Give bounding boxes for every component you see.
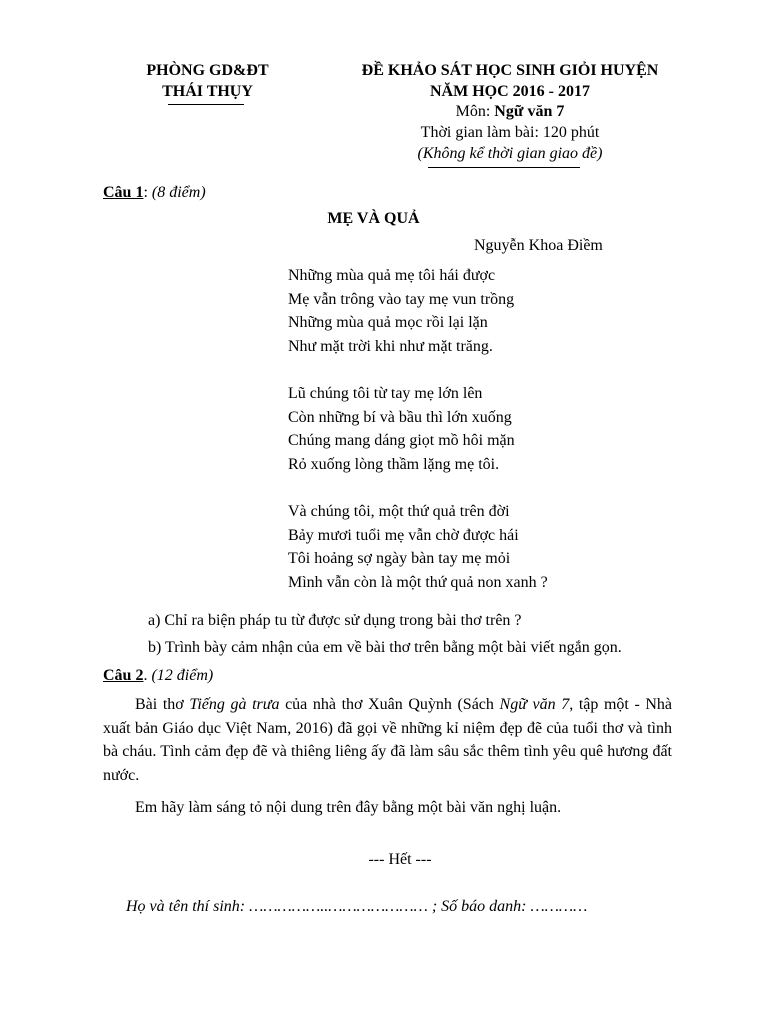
org-name: PHÒNG GD&ĐT [146,62,269,79]
subject-name: Ngữ văn 7 [494,103,565,120]
poem-line: Những mùa quả mọc rồi lại lặn [288,314,488,332]
exam-title: ĐỀ KHẢO SÁT HỌC SINH GIỎI HUYỆN [361,62,659,79]
poem-line: Chúng mang dáng giọt mồ hôi mặn [288,432,515,450]
q2-points: (12 điểm) [151,667,214,684]
q2-label: Câu 2 [103,667,144,684]
q1-heading [103,184,206,202]
q1-points: (8 điểm) [151,184,206,201]
subject-prefix: Môn: [455,103,495,120]
poem-line: Lũ chúng tôi từ tay mẹ lớn lên [288,385,483,402]
q2-text: Bài thơ [135,696,190,713]
poem-line: Mình vẫn còn là một thứ quả non xanh ? [288,573,548,591]
q2-text: của nhà thơ Xuân Quỳnh (Sách [279,696,500,713]
q1-label: Câu 1 [103,184,144,201]
poem-line: Và chúng tôi, một thứ quả trên đời [288,503,510,520]
book-reference: Ngữ văn 7 [499,696,570,713]
q2-sep: . [143,667,152,684]
poem-line: Rỏ xuống lòng thầm lặng mẹ tôi. [288,455,500,473]
poem-line: Những mùa quả mẹ tôi hái được [288,267,496,284]
q2-text: , tập một - Nhà xuất bản Giáo dục Việt Nam, 2016) đã gọi về những kỉ niệm đẹp đẽ của tuổi thơ và tình bà cháu. Tình cảm đẹp đẽ và thiêng liêng ấy đã làm sâu sắc thêm tình yêu quê hương đất nước. [103,696,673,784]
poem-title: MẸ VÀ QUẢ [327,210,420,227]
time-note: (Không kể thời gian giao đề) [417,145,603,162]
subject-line [310,103,710,121]
candidate-info-line: Họ và tên thí sinh: ……………..………………… ; Số báo danh: ………… [126,898,588,915]
poem-line: Bảy mươi tuổi mẹ vẫn chờ được hái [288,526,519,544]
time-limit: Thời gian làm bài: 120 phút [420,124,600,141]
org-district: THÁI THỤY [162,83,253,100]
q2-paragraph-2: Em hãy làm sáng tỏ nội dung trên đây bằng một bài văn nghị luận. [135,799,562,816]
school-year: NĂM HỌC 2016 - 2017 [430,83,590,100]
poem-line: Còn những bí và bầu thì lớn xuống [288,408,512,426]
q2-heading [103,667,213,685]
q2-paragraph-1 [103,693,672,787]
q1-task-a: a) Chỉ ra biện pháp tu từ được sử dụng trong bài thơ trên ? [148,612,522,629]
header-underline [428,167,580,168]
poem-line: Tôi hoảng sợ ngày bàn tay mẹ mỏi [288,550,511,568]
poem-reference: Tiếng gà trưa [189,696,280,713]
q1-sep: : [143,184,152,201]
poem-stanza-1 [288,264,514,358]
poem-author: Nguyễn Khoa Điềm [474,237,603,254]
poem-stanza-3 [288,500,548,594]
poem-stanza-2 [288,382,515,476]
q1-task-b: b) Trình bày cảm nhận của em về bài thơ trên bằng một bài viết ngắn gọn. [148,639,622,656]
poem-line: Như mặt trời khi như mặt trăng. [288,337,493,355]
org-underline [168,104,244,105]
poem-line: Mẹ vẫn trông vào tay mẹ vun trồng [288,290,515,308]
end-marker: --- Hết --- [368,851,432,868]
